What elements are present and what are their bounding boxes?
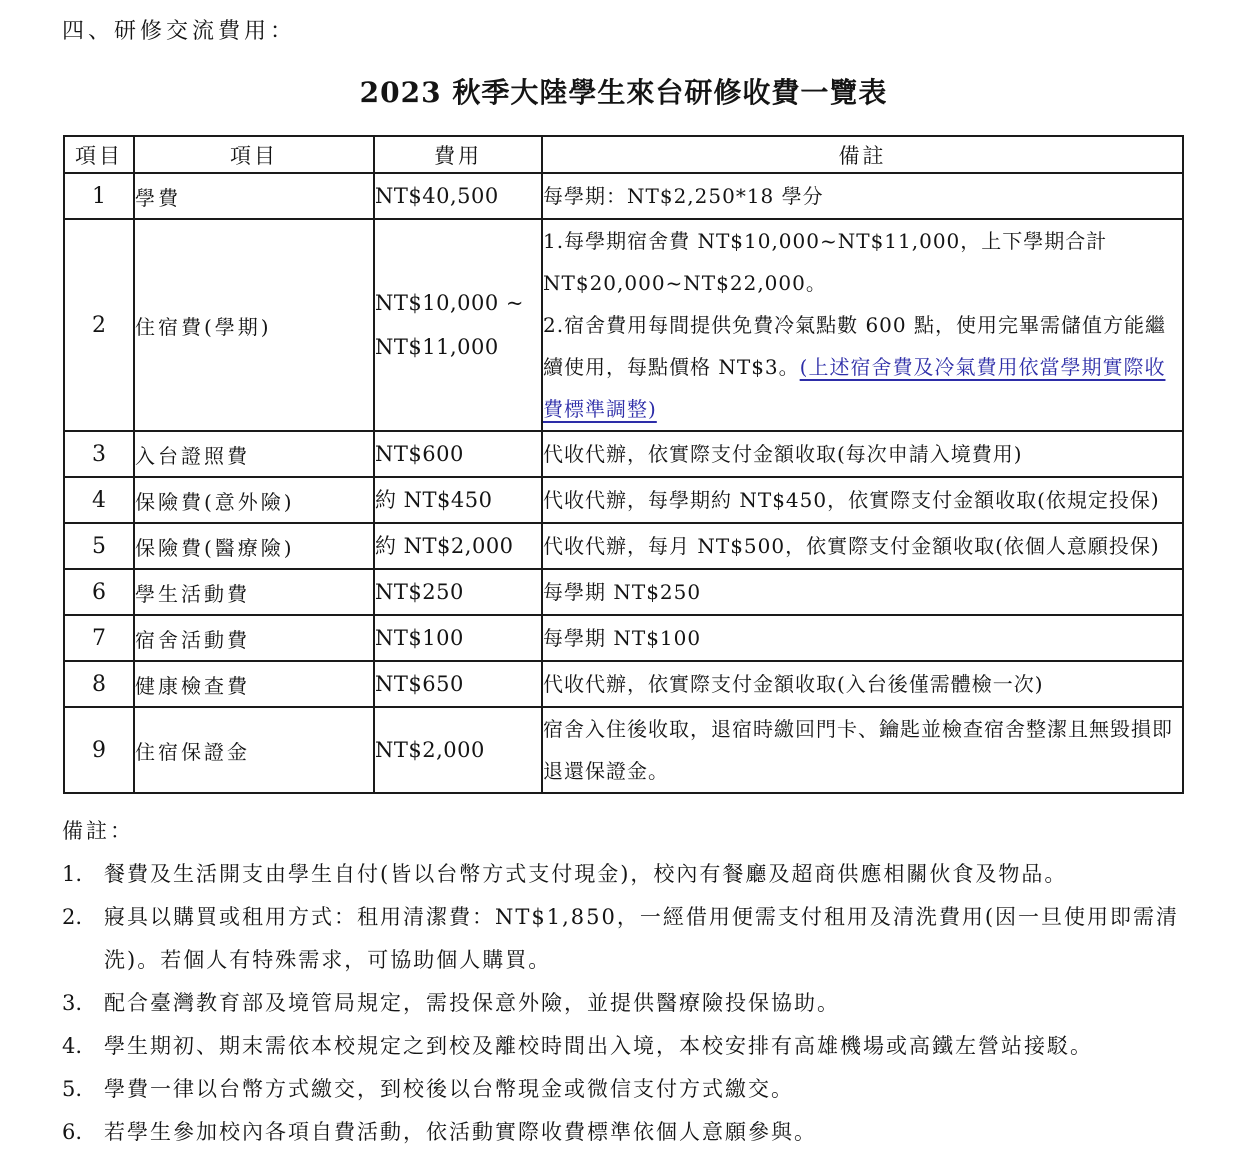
remark-item	[62, 1111, 1185, 1154]
item-name: 保險費(醫療險)	[134, 523, 374, 569]
item-name: 入台證照費	[134, 431, 374, 477]
note-text: 代收代辦，依實際支付金額收取(入台後僅需體檢一次)	[542, 661, 1183, 707]
row-number: 9	[64, 707, 134, 793]
item-name: 保險費(意外險)	[134, 477, 374, 523]
item-name: 學生活動費	[134, 569, 374, 615]
remark-text: 寢具以購買或租用方式：租用清潔費：NT$1,850，一經借用便需支付租用及清洗費用(因一旦使用即需清洗)。若個人有特殊需求，可協助個人購買。	[104, 905, 1180, 972]
table-row	[64, 477, 1183, 523]
note-text: 代收代辦，每月 NT$500，依實際支付金額收取(依個人意願投保)	[542, 523, 1183, 569]
table-row	[64, 173, 1183, 219]
note-text: 代收代辦，每學期約 NT$450，依實際支付金額收取(依規定投保)	[542, 477, 1183, 523]
remark-text: 餐費及生活開支由學生自付(皆以台幣方式支付現金)，校內有餐廳及超商供應相關伙食及物品。	[104, 862, 1068, 886]
column-header-no: 項目	[64, 136, 134, 173]
row-number: 1	[64, 173, 134, 219]
remark-item	[62, 1068, 1185, 1111]
remark-text: 學生期初、期末需依本校規定之到校及離校時間出入境，本校安排有高雄機場或高鐵左營站接駁。	[104, 1034, 1093, 1058]
column-header-item: 項目	[134, 136, 374, 173]
note-text: 代收代辦，依實際支付金額收取(每次申請入境費用)	[542, 431, 1183, 477]
adjustment-notice-text: (上述宿舍費及冷氣費用依當學期實際收費標準調整)	[543, 355, 1166, 421]
remarks-list	[62, 853, 1185, 1154]
row-number: 8	[64, 661, 134, 707]
remark-item	[62, 982, 1185, 1025]
remark-number: 2.	[62, 905, 83, 929]
remark-number: 5.	[62, 1077, 83, 1101]
table-row	[64, 431, 1183, 477]
fees-table-header	[64, 136, 1183, 173]
remarks-section	[62, 810, 1185, 1154]
item-name: 學費	[134, 173, 374, 219]
item-name: 住宿保證金	[134, 707, 374, 793]
table-row	[64, 219, 1183, 431]
table-row	[64, 707, 1183, 793]
table-row	[64, 661, 1183, 707]
row-number: 5	[64, 523, 134, 569]
table-row	[64, 523, 1183, 569]
header-row	[64, 136, 1183, 173]
item-name: 健康檢查費	[134, 661, 374, 707]
note-text: 宿舍入住後收取，退宿時繳回門卡、鑰匙並檢查宿舍整潔且無毀損即退還保證金。	[542, 707, 1183, 793]
item-name: 住宿費(學期)	[134, 219, 374, 431]
fee-value: 約 NT$450	[374, 477, 542, 523]
note-text: 每學期：NT$2,250*18 學分	[542, 173, 1183, 219]
column-header-note: 備註	[542, 136, 1183, 173]
fee-value: NT$10,000 ~ NT$11,000	[374, 219, 542, 431]
row-number: 6	[64, 569, 134, 615]
remark-text: 學費一律以台幣方式繳交，到校後以台幣現金或微信支付方式繳交。	[104, 1077, 794, 1101]
row-number: 3	[64, 431, 134, 477]
note-text: 1.每學期宿舍費 NT$10,000~NT$11,000，上下學期合計NT$20,000~NT$22,000。 2.宿舍費用每間提供免費冷氣點數 600 點，使用完畢需儲值方能繼續使用，每點價格 NT$3。(上述宿舍費及冷氣費用依當學期實際收費標準調整)	[542, 219, 1183, 431]
remark-number: 6.	[62, 1120, 83, 1144]
page-title: 2023 秋季大陸學生來台研修收費一覽表	[359, 76, 888, 109]
fee-value: NT$250	[374, 569, 542, 615]
note-text: 每學期 NT$100	[542, 615, 1183, 661]
remarks-heading: 備註：	[62, 819, 134, 843]
row-number: 4	[64, 477, 134, 523]
fee-value: NT$650	[374, 661, 542, 707]
column-header-fee: 費用	[374, 136, 542, 173]
note-text: 每學期 NT$250	[542, 569, 1183, 615]
fees-table-body	[64, 173, 1183, 793]
remark-text: 配合臺灣教育部及境管局規定，需投保意外險，並提供醫療險投保協助。	[104, 991, 840, 1015]
section-heading: 四、研修交流費用：	[62, 19, 297, 44]
remark-number: 3.	[62, 991, 83, 1015]
fees-table	[63, 135, 1184, 794]
remark-item	[62, 896, 1185, 982]
fee-value: NT$600	[374, 431, 542, 477]
fee-value: 約 NT$2,000	[374, 523, 542, 569]
remark-item	[62, 1025, 1185, 1068]
row-number: 7	[64, 615, 134, 661]
remark-text: 若學生參加校內各項自費活動，依活動實際收費標準依個人意願參與。	[104, 1120, 817, 1144]
table-row	[64, 615, 1183, 661]
item-name: 宿舍活動費	[134, 615, 374, 661]
remark-item	[62, 853, 1185, 896]
row-number: 2	[64, 219, 134, 431]
fee-value: NT$2,000	[374, 707, 542, 793]
fee-value: NT$40,500	[374, 173, 542, 219]
remark-number: 1.	[62, 862, 83, 886]
remark-number: 4.	[62, 1034, 83, 1058]
fee-value: NT$100	[374, 615, 542, 661]
table-row	[64, 569, 1183, 615]
